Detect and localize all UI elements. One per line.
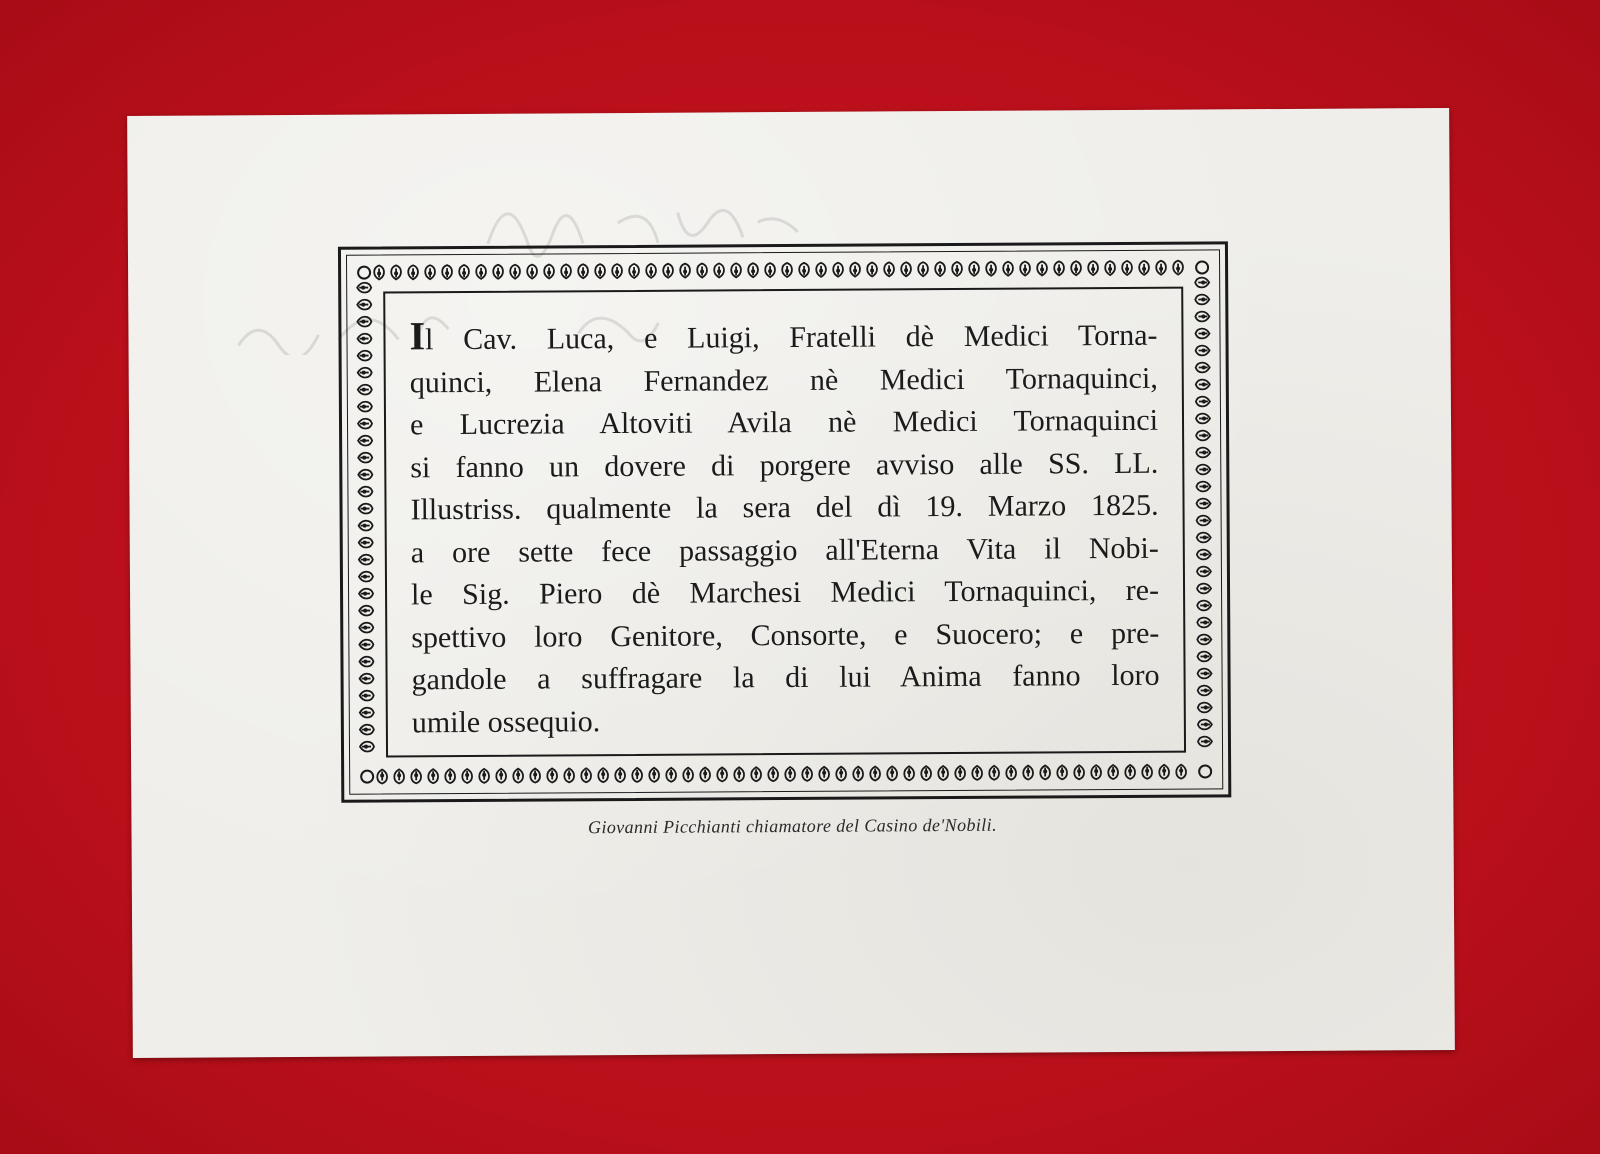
leaf-ornament — [1198, 669, 1212, 679]
leaf-ornament — [1198, 703, 1212, 713]
leaf-ornament — [1196, 482, 1210, 492]
leaf-ornament — [377, 769, 387, 783]
leaf-ornament — [527, 265, 537, 279]
leaf-ornament — [819, 767, 829, 781]
leaf-ornament — [411, 769, 421, 783]
leaf-ornament — [359, 521, 373, 531]
leaf-ornament — [1197, 635, 1211, 645]
leaf-ornament — [394, 769, 404, 783]
leaf-ornament — [1197, 618, 1211, 628]
leaf-ornament — [358, 419, 372, 429]
notice-line-5: Illustriss. qualmente la sera del dì 19. Marzo 1825. — [410, 488, 1159, 527]
leaf-ornament — [357, 283, 371, 293]
leaf-ornament — [1196, 414, 1210, 424]
leaf-ornament — [1173, 261, 1183, 275]
leaf-ornament — [680, 264, 690, 278]
leaf-ornament — [1195, 295, 1209, 305]
leaf-ornament — [955, 766, 965, 780]
leaf-ornament — [358, 385, 372, 395]
leaf-ornament — [359, 623, 373, 633]
leaf-ornament — [986, 262, 996, 276]
leaf-ornament — [867, 262, 877, 276]
leaf-ornament — [1105, 261, 1115, 275]
leaf-ornament — [360, 691, 374, 701]
notice-text-box — [383, 287, 1186, 758]
leaf-ornament — [1122, 261, 1132, 275]
leaf-ornament — [904, 766, 914, 780]
leaf-ornament — [359, 606, 373, 616]
leaf-ornament — [1071, 261, 1081, 275]
leaf-ornament — [359, 640, 373, 650]
leaf-ornament — [595, 264, 605, 278]
notice-line-1 — [409, 315, 1157, 362]
paper-sheet — [127, 108, 1455, 1058]
leaf-ornament — [1023, 766, 1033, 780]
notice-line-7: le Sig. Piero dè Marchesi Medici Tornaquinci, re- — [410, 573, 1160, 612]
leaf-ornament — [1156, 261, 1166, 275]
corner-rosette — [361, 771, 373, 783]
leaf-ornament — [1198, 686, 1212, 696]
leaf-ornament — [1197, 584, 1211, 594]
leaf-ornament — [374, 265, 384, 279]
leaf-ornament — [357, 317, 371, 327]
leaf-ornament — [359, 555, 373, 565]
leaf-ornament — [836, 767, 846, 781]
leaf-ornament — [887, 766, 897, 780]
leaf-ornament — [666, 768, 676, 782]
leaf-ornament — [1197, 533, 1211, 543]
leaf-ornament — [360, 725, 374, 735]
leaf-ornament — [1020, 262, 1030, 276]
printer-imprint: Giovanni Picchianti chiamatore del Casino de'Nobili. — [587, 814, 998, 838]
leaf-ornament — [408, 265, 418, 279]
leaf-ornament — [359, 538, 373, 548]
leaf-ornament — [918, 262, 928, 276]
leaf-ornament — [1197, 516, 1211, 526]
notice-line-1-text: l Cav. Luca, e Luigi, Fratelli dè Medici Torna- — [424, 318, 1158, 357]
leaf-ornament — [921, 766, 931, 780]
leaf-ornament — [358, 487, 372, 497]
leaf-ornament — [884, 262, 894, 276]
leaf-ornament — [1197, 652, 1211, 662]
leaf-ornament — [765, 263, 775, 277]
leaf-ornament — [544, 264, 554, 278]
leaf-ornament — [1125, 765, 1135, 779]
leaf-ornament — [700, 767, 710, 781]
notice-line-9: gandole a suffragare la di lui Anima fanno loro — [411, 658, 1160, 697]
leaf-ornament — [1197, 567, 1211, 577]
leaf-ornament — [802, 767, 812, 781]
leaf-ornament — [629, 264, 639, 278]
leaf-ornament — [612, 264, 622, 278]
leaf-ornament — [751, 767, 761, 781]
leaf-ornament — [359, 589, 373, 599]
leaf-ornament — [850, 263, 860, 277]
leaf-ornament — [1195, 329, 1209, 339]
leaf-ornament — [1159, 765, 1169, 779]
leaf-ornament — [359, 572, 373, 582]
leaf-ornament — [425, 265, 435, 279]
leaf-ornament — [1057, 765, 1067, 779]
leaf-ornament — [632, 768, 642, 782]
leaf-ornament — [510, 265, 520, 279]
leaf-ornament — [358, 453, 372, 463]
leaf-ornament — [731, 263, 741, 277]
leaf-ornament — [359, 504, 373, 514]
corner-rosette — [358, 267, 370, 279]
leaf-ornament — [1196, 346, 1210, 356]
leaf-ornament — [901, 262, 911, 276]
leaf-ornament — [530, 769, 540, 783]
leaf-ornament — [615, 768, 625, 782]
leaf-ornament — [1037, 261, 1047, 275]
leaf-ornament — [476, 265, 486, 279]
leaf-ornament — [581, 768, 591, 782]
leaf-ornament — [782, 263, 792, 277]
leaf-ornament — [1196, 448, 1210, 458]
leaf-ornament — [768, 767, 778, 781]
leaf-ornament — [1196, 465, 1210, 475]
leaf-ornament — [1198, 737, 1212, 747]
leaf-ornament — [1196, 363, 1210, 373]
leaf-ornament — [1139, 261, 1149, 275]
leaf-ornament — [462, 769, 472, 783]
notice-line-2: quinci, Elena Fernandez nè Medici Tornaquinci, — [409, 361, 1158, 399]
leaf-ornament — [1196, 380, 1210, 390]
leaf-ornament — [1195, 278, 1209, 288]
notice-line-4: si fanno un dovere di porgere avviso alle SS. LL. — [410, 446, 1159, 484]
leaf-ornament — [833, 263, 843, 277]
notice-line-6: a ore sette fece passaggio all'Eterna Vita il Nobi- — [410, 531, 1159, 569]
funeral-notice-text — [409, 315, 1160, 745]
leaf-ornament — [938, 766, 948, 780]
leaf-ornament — [442, 265, 452, 279]
leaf-ornament — [1195, 312, 1209, 322]
leaf-ornament — [683, 768, 693, 782]
notice-line-3: e Lucrezia Altoviti Avila nè Medici Tornaquinci — [409, 403, 1159, 442]
leaf-ornament — [935, 262, 945, 276]
leaf-ornament — [1196, 499, 1210, 509]
leaf-ornament — [649, 768, 659, 782]
leaf-ornament — [1198, 720, 1212, 730]
leaf-ornament — [748, 263, 758, 277]
leaf-ornament — [717, 767, 727, 781]
leaf-ornament — [357, 300, 371, 310]
leaf-ornament — [358, 351, 372, 361]
leaf-ornament — [598, 768, 608, 782]
leaf-ornament — [513, 769, 523, 783]
leaf-ornament — [459, 265, 469, 279]
leaf-ornament — [1197, 601, 1211, 611]
leaf-ornament — [989, 766, 999, 780]
drop-initial: I — [409, 313, 426, 359]
leaf-ornament — [479, 769, 489, 783]
leaf-ornament — [359, 657, 373, 667]
leaf-ornament — [799, 263, 809, 277]
ornamental-frame — [338, 241, 1231, 802]
leaf-ornament — [870, 766, 880, 780]
leaf-ornament — [493, 265, 503, 279]
leaf-ornament — [714, 263, 724, 277]
leaf-ornament — [663, 264, 673, 278]
leaf-ornament — [1196, 397, 1210, 407]
notice-line-10: umile ossequio. — [411, 704, 601, 739]
leaf-ornament — [1074, 765, 1084, 779]
corner-rosette — [1199, 765, 1211, 777]
leaf-ornament — [853, 767, 863, 781]
leaf-ornament — [1197, 550, 1211, 560]
leaf-ornament — [785, 767, 795, 781]
leaf-ornament — [360, 742, 374, 752]
leaf-ornament — [734, 767, 744, 781]
leaf-ornament — [1006, 766, 1016, 780]
leaf-ornament — [1176, 765, 1186, 779]
leaf-ornament — [358, 436, 372, 446]
leaf-ornament — [1003, 262, 1013, 276]
leaf-ornament — [547, 768, 557, 782]
notice-line-8: spettivo loro Genitore, Consorte, e Suocero; e pre- — [411, 616, 1160, 654]
leaf-ornament — [496, 769, 506, 783]
leaf-ornament — [697, 264, 707, 278]
leaf-ornament — [646, 264, 656, 278]
leaf-ornament — [1091, 765, 1101, 779]
leaf-ornament — [969, 262, 979, 276]
leaf-ornament — [357, 334, 371, 344]
leaf-ornament — [391, 265, 401, 279]
leaf-ornament — [428, 769, 438, 783]
leaf-ornament — [358, 470, 372, 480]
leaf-ornament — [445, 769, 455, 783]
leaf-ornament — [1142, 765, 1152, 779]
leaf-ornament — [816, 263, 826, 277]
leaf-ornament — [360, 674, 374, 684]
leaf-ornament — [1196, 431, 1210, 441]
leaf-ornament — [360, 708, 374, 718]
leaf-ornament — [1054, 261, 1064, 275]
leaf-ornament — [358, 368, 372, 378]
leaf-ornament — [358, 402, 372, 412]
corner-rosette — [1196, 261, 1208, 273]
leaf-ornament — [1108, 765, 1118, 779]
leaf-ornament — [972, 766, 982, 780]
leaf-ornament — [1088, 261, 1098, 275]
leaf-ornament — [952, 262, 962, 276]
leaf-ornament — [561, 264, 571, 278]
leaf-ornament — [578, 264, 588, 278]
leaf-ornament — [1040, 765, 1050, 779]
leaf-ornament — [564, 768, 574, 782]
